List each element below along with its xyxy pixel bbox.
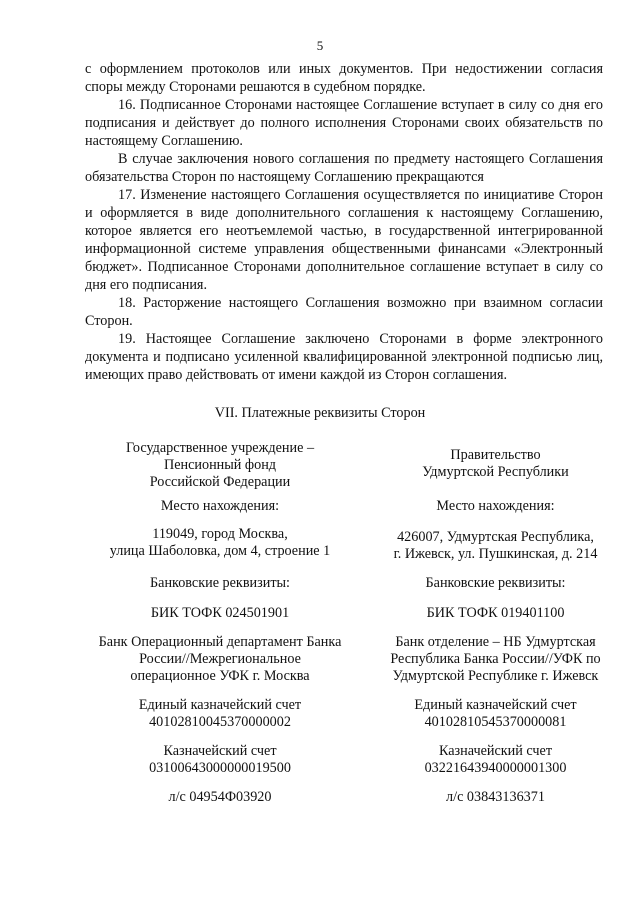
right-bank-name bbox=[358, 634, 633, 685]
right-single-account bbox=[358, 697, 633, 731]
left-single-account bbox=[80, 697, 360, 731]
section-title: VII. Платежные реквизиты Сторон bbox=[214, 405, 426, 421]
right-bank-label: Банковские реквизиты: bbox=[425, 575, 566, 591]
left-bank-line: России//Межрегиональное bbox=[139, 651, 301, 667]
left-treasury-number: 03100643000000019500 bbox=[149, 760, 291, 776]
agreement-text bbox=[85, 60, 603, 384]
right-bank-line: Банк отделение – НБ Удмуртская bbox=[395, 634, 596, 650]
right-treasury-label: Казначейский счет bbox=[438, 743, 553, 759]
paragraph-18: 18. Расторжение настоящего Соглашения возможно при взаимном согласии Сторон. bbox=[85, 295, 603, 329]
left-bank-line: Банк Операционный департамент Банка bbox=[98, 634, 342, 650]
left-org-line: Государственное учреждение – bbox=[125, 440, 315, 456]
paragraph-17: 17. Изменение настоящего Соглашения осуществляется по инициативе Сторон и оформляется в виде дополнительного соглашения к настоящему Соглашению, которое является его неотъемлемой частью, в государственной интегрированной информационной системе управления общественными финансами «Электронный бюджет». Подписанное Сторонами дополнительное соглашение вступает в силу со дня его подписания. bbox=[85, 187, 603, 293]
right-personal-account: л/с 03843136371 bbox=[446, 789, 545, 805]
right-address bbox=[358, 529, 633, 563]
right-bik: БИК ТОФК 019401100 bbox=[426, 605, 565, 621]
right-location-label: Место нахождения: bbox=[436, 498, 555, 514]
left-personal-account: л/с 04954Ф03920 bbox=[168, 789, 272, 805]
left-bank-label: Банковские реквизиты: bbox=[150, 575, 290, 591]
left-treasury-label: Казначейский счет bbox=[163, 743, 277, 759]
paragraph-new-agreement: В случае заключения нового соглашения по предмету настоящего Соглашения обязательства Сторон по настоящему Соглашению прекращаются bbox=[85, 151, 603, 185]
left-bank-name bbox=[80, 634, 360, 685]
right-org-line: Удмуртской Республики bbox=[422, 464, 569, 480]
right-org-name bbox=[358, 447, 633, 481]
right-org-line: Правительство bbox=[450, 447, 541, 463]
left-org-line: Пенсионный фонд bbox=[163, 457, 277, 473]
left-address-line: 119049, город Москва, bbox=[152, 526, 288, 542]
right-treasury-account bbox=[358, 743, 633, 777]
right-treasury-number: 03221643940000001300 bbox=[424, 760, 567, 776]
right-address-line: 426007, Удмуртская Республика, bbox=[397, 529, 594, 545]
left-location-label: Место нахождения: bbox=[160, 498, 280, 514]
left-treasury-account bbox=[80, 743, 360, 777]
left-address-line: улица Шаболовка, дом 4, строение 1 bbox=[109, 543, 331, 559]
left-single-account-number: 40102810045370000002 bbox=[149, 714, 291, 730]
paragraph-16: 16. Подписанное Сторонами настоящее Соглашение вступает в силу со дня его подписания и действует до полного исполнения Сторонами своих обязательств по настоящему Соглашению. bbox=[85, 97, 603, 149]
right-bank-line: Республика Банка России//УФК по bbox=[390, 651, 601, 667]
left-address bbox=[80, 526, 360, 560]
left-org-line: Российской Федерации bbox=[149, 474, 291, 490]
paragraph-continuation: с оформлением протоколов или иных документов. При недостижении согласия споры между Сторонами решаются в судебном порядке. bbox=[85, 61, 603, 95]
right-single-account-number: 40102810545370000081 bbox=[424, 714, 567, 730]
left-bik: БИК ТОФК 024501901 bbox=[150, 605, 290, 621]
right-bank-line: Удмуртской Республике г. Ижевск bbox=[392, 668, 599, 684]
right-single-account-label: Единый казначейский счет bbox=[414, 697, 577, 713]
paragraph-19: 19. Настоящее Соглашение заключено Сторонами в форме электронного документа и подписано усиленной квалифицированной электронной подписью лиц, имеющих право действовать от имени каждой из Сторон соглашения. bbox=[85, 331, 603, 383]
right-address-line: г. Ижевск, ул. Пушкинская, д. 214 bbox=[393, 546, 598, 562]
left-single-account-label: Единый казначейский счет bbox=[138, 697, 302, 713]
left-org-name bbox=[80, 440, 360, 491]
page-number: 5 bbox=[316, 38, 324, 53]
left-bank-line: операционное УФК г. Москва bbox=[130, 668, 310, 684]
